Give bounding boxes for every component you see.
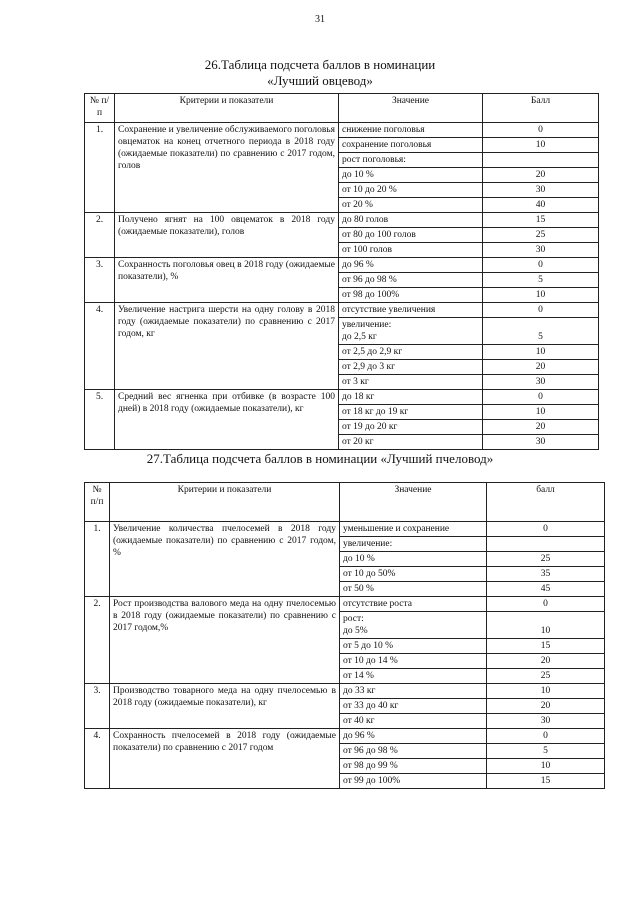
criteria-cell: Сохранность поголовья овец в 2018 году (ожидаемые показатели), % (115, 258, 339, 303)
value-cell: рост поголовья: (339, 153, 483, 168)
table-row (85, 123, 599, 138)
score-cell: 5 (487, 744, 605, 759)
score-cell: 25 (483, 228, 599, 243)
value-cell: от 40 кг (340, 714, 487, 729)
score-cell: 45 (487, 582, 605, 597)
score-cell: 20 (487, 699, 605, 714)
value-cell: от 33 до 40 кг (340, 699, 487, 714)
row-number: 2. (85, 213, 115, 258)
value-cell: от 100 голов (339, 243, 483, 258)
score-cell: 0 (487, 597, 605, 612)
score-cell: 20 (483, 420, 599, 435)
score-cell: 10 (483, 405, 599, 420)
score-cell: 25 (487, 552, 605, 567)
criteria-cell: Получено ягнят на 100 овцематок в 2018 году (ожидаемые показатели), голов (115, 213, 339, 258)
row-number: 3. (85, 258, 115, 303)
header-criteria: Критерии и показатели (115, 94, 339, 123)
score-cell: 25 (487, 669, 605, 684)
value-cell: до 96 % (340, 729, 487, 744)
header-score: балл (487, 483, 605, 522)
criteria-cell: Средний вес ягненка при отбивке (в возрасте 100 дней) в 2018 году (ожидаемые показатели), кг (115, 390, 339, 450)
score-cell (487, 537, 605, 552)
criteria-cell: Сохранение и увеличение обслуживаемого поголовья овцематок на конец отчетного периода в 2018 году (ожидаемые показатели) по сравнению с 2017 годом, голов (115, 123, 339, 213)
value-cell: до 18 кг (339, 390, 483, 405)
criteria-cell: Производство товарного меда на одну пчелосемью в 2018 году (ожидаемые показатели), кг (110, 684, 340, 729)
score-cell: 40 (483, 198, 599, 213)
score-cell: 10 (487, 612, 605, 639)
score-cell (483, 153, 599, 168)
header-num: № п/п (85, 483, 110, 522)
score-cell: 20 (487, 654, 605, 669)
header-criteria: Критерии и показатели (110, 483, 340, 522)
score-cell: 20 (483, 360, 599, 375)
value-cell: от 2,5 до 2,9 кг (339, 345, 483, 360)
score-cell: 30 (483, 375, 599, 390)
score-cell: 30 (487, 714, 605, 729)
score-cell: 30 (483, 183, 599, 198)
header-score: Балл (483, 94, 599, 123)
value-cell: увеличение: (340, 537, 487, 552)
value-cell: отсутствие увеличения (339, 303, 483, 318)
value-cell: до 10 % (339, 168, 483, 183)
score-cell: 0 (483, 390, 599, 405)
value-cell: от 20 % (339, 198, 483, 213)
value-cell: от 99 до 100% (340, 774, 487, 789)
score-cell: 5 (483, 318, 599, 345)
value-cell: от 3 кг (339, 375, 483, 390)
value-cell: от 98 до 99 % (340, 759, 487, 774)
value-cell: увеличение: до 2,5 кг (339, 318, 483, 345)
row-number: 3. (85, 684, 110, 729)
value-cell: от 19 до 20 кг (339, 420, 483, 435)
value-cell: до 96 % (339, 258, 483, 273)
row-number: 4. (85, 303, 115, 390)
value-cell: от 10 до 50% (340, 567, 487, 582)
value-cell: от 80 до 100 голов (339, 228, 483, 243)
row-number: 5. (85, 390, 115, 450)
table-27-title: 27.Таблица подсчета баллов в номинации «Лучший пчеловод» (146, 451, 494, 466)
value-cell: от 2,9 до 3 кг (339, 360, 483, 375)
value-cell: снижение поголовья (339, 123, 483, 138)
value-cell: от 96 до 98 % (339, 273, 483, 288)
table-26-title (0, 57, 640, 89)
row-number: 2. (85, 597, 110, 684)
score-cell: 10 (487, 759, 605, 774)
row-number: 1. (85, 123, 115, 213)
score-cell: 10 (483, 288, 599, 303)
table-row (85, 729, 605, 744)
criteria-cell: Рост производства валового меда на одну пчелосемью в 2018 году (ожидаемые показатели) по сравнению с 2017 годом,% (110, 597, 340, 684)
score-cell: 15 (483, 213, 599, 228)
score-cell: 0 (483, 123, 599, 138)
score-cell: 0 (483, 303, 599, 318)
value-cell: рост: до 5% (340, 612, 487, 639)
score-cell: 0 (483, 258, 599, 273)
value-cell: от 18 кг до 19 кг (339, 405, 483, 420)
table-row (85, 597, 605, 612)
score-cell: 20 (483, 168, 599, 183)
score-cell: 30 (483, 243, 599, 258)
score-cell: 0 (487, 729, 605, 744)
criteria-cell: Увеличение настрига шерсти на одну голову в 2018 году (ожидаемые показатели) по сравнению с 2017 годом, кг (115, 303, 339, 390)
table-row (85, 684, 605, 699)
value-cell: уменьшение и сохранение (340, 522, 487, 537)
value-cell: от 98 до 100% (339, 288, 483, 303)
table-row (85, 522, 605, 537)
value-cell: от 10 до 14 % (340, 654, 487, 669)
score-cell: 10 (483, 345, 599, 360)
table-26 (84, 93, 599, 450)
table-row (85, 390, 599, 405)
table-row (85, 258, 599, 273)
table-27 (84, 482, 605, 789)
header-value: Значение (339, 94, 483, 123)
criteria-cell: Увеличение количества пчелосемей в 2018 году (ожидаемые показатели) по сравнению с 2017 годом, % (110, 522, 340, 597)
score-cell: 30 (483, 435, 599, 450)
value-cell: от 50 % (340, 582, 487, 597)
score-cell: 10 (483, 138, 599, 153)
score-cell: 10 (487, 684, 605, 699)
value-cell: до 10 % (340, 552, 487, 567)
value-cell: сохранение поголовья (339, 138, 483, 153)
value-cell: от 20 кг (339, 435, 483, 450)
table-26-title-line2: «Лучший овцевод» (267, 73, 373, 88)
score-cell: 15 (487, 774, 605, 789)
score-cell: 15 (487, 639, 605, 654)
criteria-cell: Сохранность пчелосемей в 2018 году (ожидаемые показатели) по сравнению с 2017 годом (110, 729, 340, 789)
table-26-title-line1: 26.Таблица подсчета баллов в номинации (204, 57, 436, 72)
score-cell: 0 (487, 522, 605, 537)
header-value: Значение (340, 483, 487, 522)
header-num: № п/п (85, 94, 115, 123)
page-number: 31 (315, 14, 325, 25)
value-cell: отсутствие роста (340, 597, 487, 612)
row-number: 1. (85, 522, 110, 597)
score-cell: 5 (483, 273, 599, 288)
value-cell: от 14 % (340, 669, 487, 684)
value-cell: от 5 до 10 % (340, 639, 487, 654)
table-row (85, 213, 599, 228)
value-cell: от 10 до 20 % (339, 183, 483, 198)
value-cell: до 80 голов (339, 213, 483, 228)
value-cell: до 33 кг (340, 684, 487, 699)
table-row (85, 303, 599, 318)
value-cell: от 96 до 98 % (340, 744, 487, 759)
row-number: 4. (85, 729, 110, 789)
score-cell: 35 (487, 567, 605, 582)
